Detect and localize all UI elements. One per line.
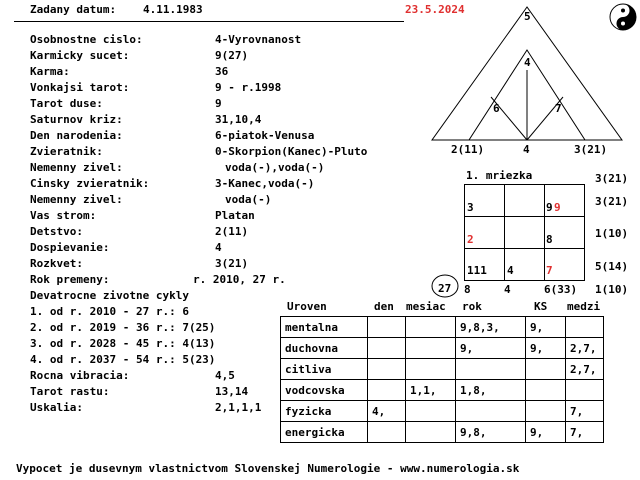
level-cell <box>526 380 566 401</box>
levels-header-mesiac: mesiac <box>406 300 446 313</box>
info-value: 0-Skorpion(Kanec)-Pluto <box>215 145 368 158</box>
info-value: Platan <box>215 209 255 222</box>
level-row <box>281 401 604 422</box>
grid-bottom-2: 4 <box>504 283 511 296</box>
triangle-bottom-right: 3(21) <box>574 143 608 156</box>
level-row <box>281 422 604 443</box>
info-value: voda(-),voda(-) <box>225 161 325 174</box>
level-cell: 2,7, <box>566 359 604 380</box>
level-cell: 9,8,3, <box>456 317 526 338</box>
level-name: vodcovska <box>281 380 368 401</box>
numerology-triangle <box>430 5 625 145</box>
header-divider <box>14 21 404 22</box>
cycle-3: 3. od r. 2028 - 45 r.: 4(13) <box>30 337 216 350</box>
level-cell <box>368 338 406 359</box>
grid-cell-9-red: 9 <box>554 201 561 214</box>
level-cell <box>566 380 604 401</box>
grid-right-2: 3(21) <box>595 195 629 208</box>
footer-text: Vypocet je dusevnym vlastnictvom Slovenskej Numerologie - www.numerologia.sk <box>16 462 520 475</box>
levels-header-ks: KS <box>534 300 548 313</box>
info-label: Vonkajsi tarot: <box>30 81 130 94</box>
grid-cell-7: 7 <box>546 264 553 277</box>
level-cell <box>368 317 406 338</box>
level-cell <box>456 359 526 380</box>
levels-table <box>280 316 604 443</box>
cycles-title: Devatrocne zivotne cykly <box>30 289 189 302</box>
info-label: Karmicky sucet: <box>30 49 130 62</box>
grid-bottom-4: 1(10) <box>595 283 629 296</box>
info-value: 2(11) <box>215 225 249 238</box>
grid-cell-9: 9 <box>546 201 553 214</box>
info-label: Vas strom: <box>30 209 97 222</box>
grid-cell-2: 2 <box>467 233 474 246</box>
grid-cell-4: 4 <box>507 264 514 277</box>
info-label: Den narodenia: <box>30 129 123 142</box>
level-cell <box>406 359 456 380</box>
cycle-2: 2. od r. 2019 - 36 r.: 7(25) <box>30 321 216 334</box>
levels-header-rok: rok <box>462 300 482 313</box>
info-label: Zvieratnik: <box>30 145 103 158</box>
tarot-rastu-value: 13,14 <box>215 385 249 398</box>
level-cell: 9,8, <box>456 422 526 443</box>
level-name: fyzicka <box>281 401 368 422</box>
level-cell <box>566 317 604 338</box>
grid-bottom-1: 8 <box>464 283 471 296</box>
info-label: Cinsky zvieratnik: <box>30 177 150 190</box>
info-label: Detstvo: <box>30 225 83 238</box>
info-label: Osobnostne cislo: <box>30 33 143 46</box>
level-name: citliva <box>281 359 368 380</box>
info-label: Saturnov kriz: <box>30 113 123 126</box>
level-cell <box>456 401 526 422</box>
info-value: 4 <box>215 241 222 254</box>
levels-header-medzi: medzi <box>567 300 601 313</box>
triangle-top: 5 <box>524 10 531 23</box>
info-label: Rozkvet: <box>30 257 83 270</box>
cycle-1: 1. od r. 2010 - 27 r.: 6 <box>30 305 189 318</box>
level-cell: 4, <box>368 401 406 422</box>
info-label: Nemenny zivel: <box>30 161 123 174</box>
level-row <box>281 317 604 338</box>
level-cell: 1,1, <box>406 380 456 401</box>
level-cell: 9, <box>526 317 566 338</box>
rocna-vibracia-label: Rocna vibracia: <box>30 369 130 382</box>
uskalia-label: Uskalia: <box>30 401 83 414</box>
triangle-mid: 4 <box>524 56 531 69</box>
info-value: 9 <box>215 97 222 110</box>
rok-premeny-value: r. 2010, 27 r. <box>193 273 286 286</box>
level-cell <box>406 401 456 422</box>
grid-right-3: 1(10) <box>595 227 629 240</box>
uskalia-value: 2,1,1,1 <box>215 401 262 414</box>
info-value: 9(27) <box>215 49 249 62</box>
tarot-rastu-label: Tarot rastu: <box>30 385 110 398</box>
grid-right-4: 5(14) <box>595 260 629 273</box>
info-label: Tarot duse: <box>30 97 103 110</box>
grid-cell-8: 8 <box>546 233 553 246</box>
current-date: 23.5.2024 <box>405 3 465 16</box>
rok-premeny-label: Rok premeny: <box>30 273 110 286</box>
grid-right-1: 3(21) <box>595 172 629 185</box>
triangle-bottom-center: 4 <box>523 143 530 156</box>
info-label: Dospievanie: <box>30 241 110 254</box>
grid-bottom-3: 6(33) <box>544 283 578 296</box>
level-cell: 1,8, <box>456 380 526 401</box>
info-value: 3(21) <box>215 257 249 270</box>
grid-cell-3: 3 <box>467 201 474 214</box>
info-value: 9 - r.1998 <box>215 81 282 94</box>
info-value: 36 <box>215 65 229 78</box>
level-row <box>281 338 604 359</box>
info-label: Nemenny zivel: <box>30 193 123 206</box>
grid-circle-value: 27 <box>438 282 452 295</box>
level-cell: 2,7, <box>566 338 604 359</box>
level-cell <box>406 338 456 359</box>
triangle-bottom-left: 2(11) <box>451 143 485 156</box>
grid-title: 1. mriezka <box>466 169 533 182</box>
level-row <box>281 380 604 401</box>
info-label: Karma: <box>30 65 70 78</box>
level-cell: 9, <box>526 338 566 359</box>
cycle-4: 4. od r. 2037 - 54 r.: 5(23) <box>30 353 216 366</box>
info-value: 6-piatok-Venusa <box>215 129 315 142</box>
info-value: 4-Vyrovnanost <box>215 33 302 46</box>
level-cell <box>526 401 566 422</box>
levels-header-den: den <box>374 300 394 313</box>
level-cell <box>526 359 566 380</box>
level-name: mentalna <box>281 317 368 338</box>
level-cell <box>368 359 406 380</box>
level-name: energicka <box>281 422 368 443</box>
level-cell: 9, <box>456 338 526 359</box>
triangle-left: 6 <box>493 102 500 115</box>
triangle-right: 7 <box>555 102 562 115</box>
grid-cell-111: 111 <box>467 264 487 277</box>
rocna-vibracia-value: 4,5 <box>215 369 235 382</box>
info-value: 3-Kanec,voda(-) <box>215 177 315 190</box>
level-name: duchovna <box>281 338 368 359</box>
levels-header-uroven: Uroven <box>287 300 327 313</box>
level-cell: 7, <box>566 401 604 422</box>
level-cell <box>368 380 406 401</box>
info-value: 31,10,4 <box>215 113 262 126</box>
level-cell <box>406 422 456 443</box>
level-row <box>281 359 604 380</box>
date-label: Zadany datum: <box>30 3 117 16</box>
level-cell <box>368 422 406 443</box>
level-cell: 9, <box>526 422 566 443</box>
level-cell: 7, <box>566 422 604 443</box>
date-value: 4.11.1983 <box>143 3 203 16</box>
level-cell <box>406 317 456 338</box>
info-value: voda(-) <box>225 193 272 206</box>
